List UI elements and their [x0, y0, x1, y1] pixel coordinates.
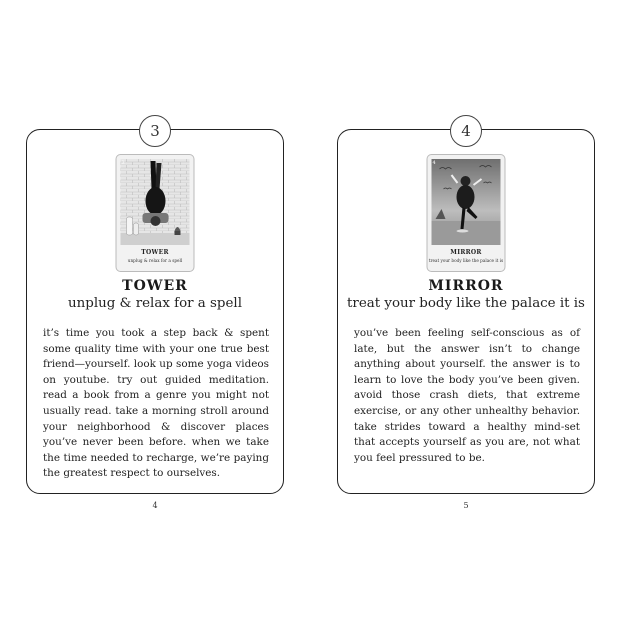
- mini-card-title: MIRROR: [450, 249, 482, 256]
- card-subtitle: unplug & relax for a spell: [68, 296, 242, 311]
- card-subtitle: treat your body like the palace it is: [347, 296, 585, 311]
- card-mirror: [337, 122, 595, 494]
- card-number-badge: 3: [139, 115, 171, 147]
- mini-card-title: TOWER: [141, 249, 169, 256]
- mirror-illustration: [432, 159, 501, 245]
- page-number-right: 5: [463, 501, 469, 510]
- card-description: it’s time you took a step back & spent some quality time with your one true best friend—yourself. look up some yoga videos on youtube. try out guided meditation. read a book from a genre you might not usually read. take a morning stroll around your neighborhood & discover places you’ve never been before. when we take the time needed to recharge, we’re paying the greatest respect to ourselves.: [43, 327, 269, 480]
- mini-card-subtitle: unplug & relax for a spell: [127, 258, 183, 263]
- card-title: TOWER: [122, 278, 188, 294]
- mirror-card-thumbnail: [427, 154, 506, 272]
- mini-card-number: 3: [121, 160, 125, 166]
- card-tower: [26, 122, 284, 494]
- tower-card-thumbnail: [116, 154, 195, 272]
- card-number-badge: 4: [450, 115, 482, 147]
- page-number-left: 4: [152, 501, 158, 510]
- tower-illustration: [121, 159, 190, 245]
- mini-card-subtitle: treat your body like the palace it is: [428, 258, 504, 263]
- card-title: MIRROR: [428, 278, 504, 294]
- mini-card-number: 4: [432, 160, 436, 166]
- card-description: you’ve been feeling self-conscious as of late, but the answer isn’t to change anything about yourself. the answer is to learn to love the body you’ve been given. avoid those crash diets, that extreme exercise, or any other unhealthy behavior. take strides toward a healthy mind-set that accepts yourself as you are, not what you feel pressured to be.: [354, 327, 580, 464]
